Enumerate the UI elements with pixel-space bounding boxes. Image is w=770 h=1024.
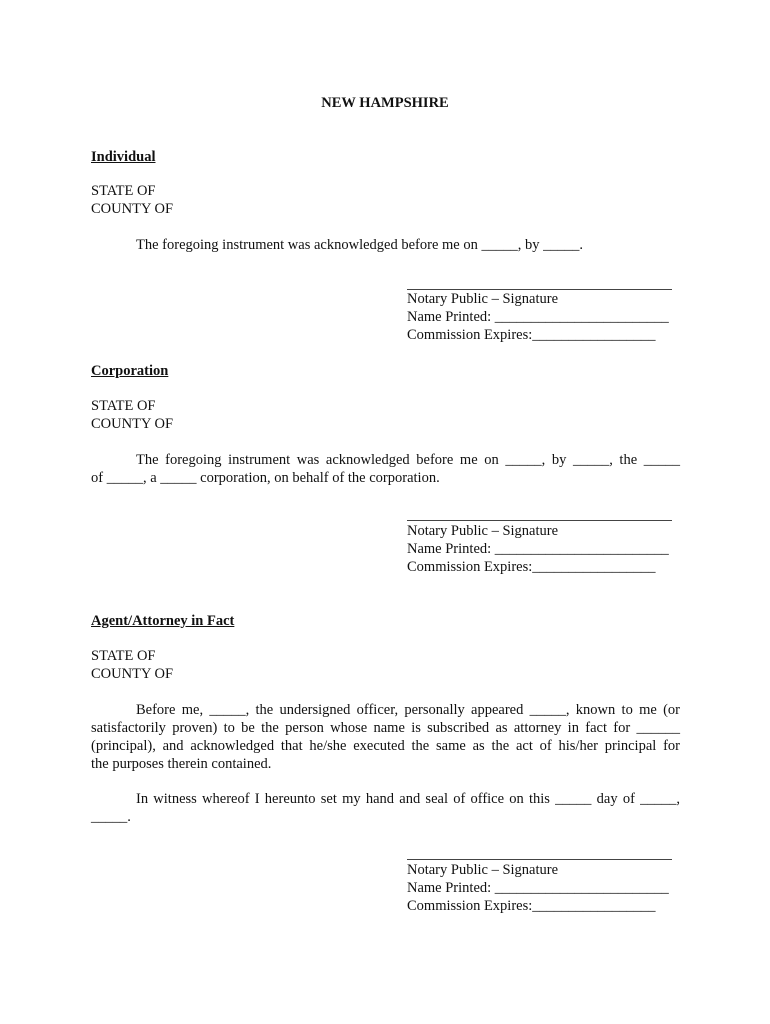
corporation-state-label: STATE OF: [91, 398, 156, 414]
individual-name-printed: Name Printed: ________________________: [407, 309, 669, 325]
individual-notary-signature-label: Notary Public – Signature: [407, 291, 559, 307]
agent-witness-line-2: _____.: [91, 809, 131, 825]
corporation-county-label: COUNTY OF: [91, 416, 174, 432]
agent-statement-line-1: Before me, _____, the undersigned officer, personally appeared _____, known to me (or: [136, 702, 680, 718]
agent-county-label: COUNTY OF: [91, 666, 174, 682]
individual-county-label: COUNTY OF: [91, 201, 174, 217]
corporation-name-printed: Name Printed: ________________________: [407, 541, 669, 557]
corporation-notary-signature-label: Notary Public – Signature: [407, 523, 559, 539]
agent-heading: Agent/Attorney in Fact: [91, 613, 235, 629]
individual-state-label: STATE OF: [91, 183, 156, 199]
individual-heading: Individual: [91, 149, 156, 165]
agent-statement-line-3: (principal), and acknowledged that he/she executed the same as the act of his/her principal for: [91, 738, 680, 754]
individual-commission-expires: Commission Expires:_________________: [407, 327, 656, 343]
corporation-signature-line: [407, 520, 672, 521]
document-title: NEW HAMPSHIRE: [321, 95, 449, 111]
corporation-heading: Corporation: [91, 363, 169, 379]
corporation-statement-line-1: The foregoing instrument was acknowledged before me on _____, by _____, the _____: [136, 452, 680, 468]
agent-notary-signature-label: Notary Public – Signature: [407, 862, 559, 878]
agent-statement-line-4: the purposes therein contained.: [91, 756, 272, 772]
individual-statement: The foregoing instrument was acknowledged before me on _____, by _____.: [136, 237, 583, 253]
agent-state-label: STATE OF: [91, 648, 156, 664]
agent-commission-expires: Commission Expires:_________________: [407, 898, 656, 914]
corporation-commission-expires: Commission Expires:_________________: [407, 559, 656, 575]
agent-witness-line-1: In witness whereof I hereunto set my hand and seal of office on this _____ day of _____,: [136, 791, 680, 807]
agent-name-printed: Name Printed: ________________________: [407, 880, 669, 896]
corporation-statement-line-2: of _____, a _____ corporation, on behalf of the corporation.: [91, 470, 440, 486]
agent-statement-line-2: satisfactorily proven) to be the person whose name is subscribed as attorney in fact for ______: [91, 720, 680, 736]
agent-signature-line: [407, 859, 672, 860]
